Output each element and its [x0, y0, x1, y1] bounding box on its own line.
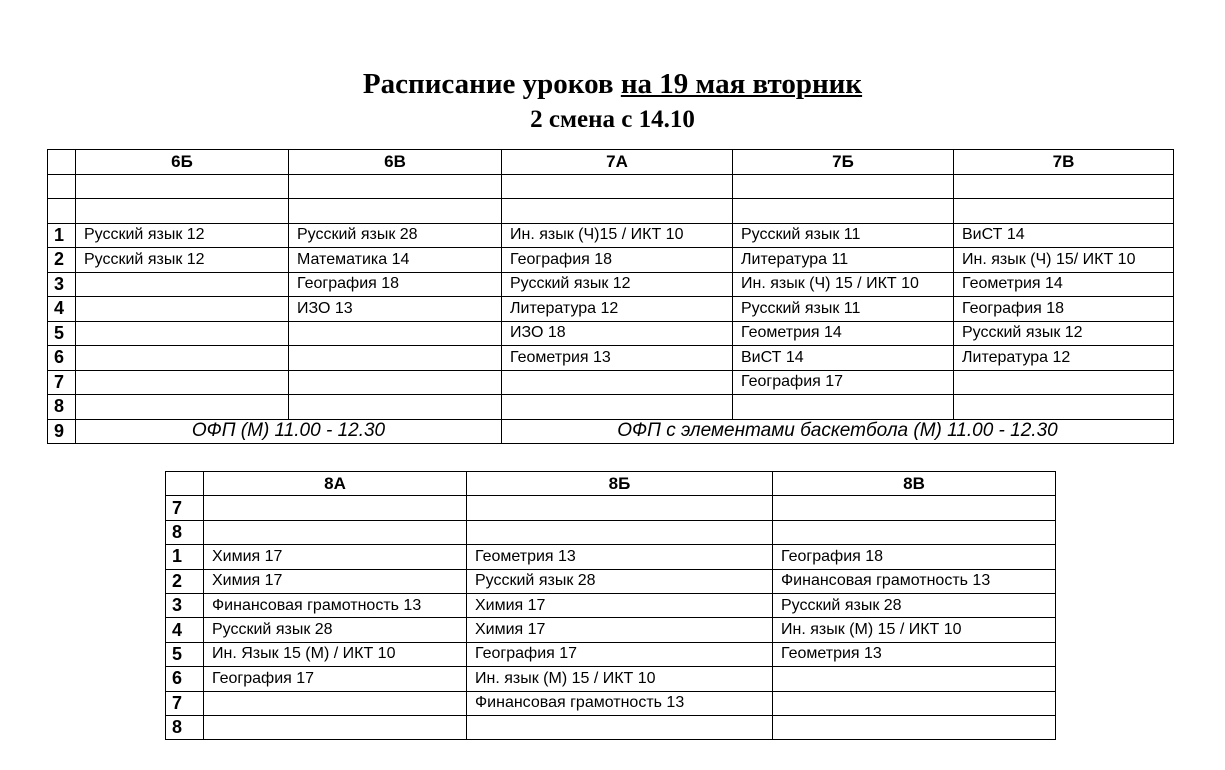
lesson-cell — [773, 520, 1056, 544]
lesson-cell: Геометрия 14 — [733, 321, 954, 346]
lesson-cell: Финансовая грамотность 13 — [773, 569, 1056, 593]
lesson-row — [166, 618, 1056, 642]
lesson-cell: ИЗО 13 — [289, 297, 502, 322]
page-title — [0, 66, 1225, 102]
lesson-number: 8 — [48, 395, 76, 420]
lesson-cell: Геометрия 13 — [773, 642, 1056, 666]
lesson-cell — [733, 199, 954, 224]
lesson-row — [48, 370, 1174, 395]
lesson-cell: География 18 — [502, 248, 733, 273]
lesson-row — [166, 667, 1056, 691]
lesson-number: 3 — [48, 272, 76, 297]
lesson-cell — [773, 715, 1056, 739]
lesson-row — [166, 691, 1056, 715]
lesson-number: 6 — [166, 667, 204, 691]
page-subtitle: 2 смена с 14.10 — [530, 106, 695, 133]
class-header: 6В — [289, 150, 502, 175]
lesson-number: 1 — [166, 545, 204, 569]
lesson-cell: Русский язык 28 — [204, 618, 467, 642]
lesson-cell: Русский язык 12 — [502, 272, 733, 297]
title-date: на 19 мая вторник — [620, 68, 863, 100]
lesson-number: 7 — [166, 496, 204, 520]
lesson-number: 2 — [166, 569, 204, 593]
lesson-row — [166, 496, 1056, 520]
lesson-cell: Русский язык 28 — [773, 593, 1056, 617]
lesson-cell — [733, 395, 954, 420]
lesson-cell — [204, 496, 467, 520]
lesson-cell — [289, 370, 502, 395]
lesson-cell: Геометрия 14 — [954, 272, 1174, 297]
lesson-row — [48, 395, 1174, 420]
lesson-cell — [76, 370, 289, 395]
lesson-cell — [204, 520, 467, 544]
lesson-cell — [76, 346, 289, 371]
lesson-row — [48, 272, 1174, 297]
lesson-row — [48, 223, 1174, 248]
lesson-cell — [76, 395, 289, 420]
lesson-cell — [204, 691, 467, 715]
lesson-cell: Химия 17 — [467, 593, 773, 617]
lesson-cell — [289, 395, 502, 420]
lesson-row — [166, 569, 1056, 593]
title-text: Расписание уроков — [362, 68, 621, 100]
class-header: 7Б — [733, 150, 954, 175]
lesson-cell — [773, 691, 1056, 715]
lesson-row — [48, 248, 1174, 273]
lesson-cell: Литература 11 — [733, 248, 954, 273]
lesson-number: 7 — [166, 691, 204, 715]
lesson-cell: Химия 17 — [204, 569, 467, 593]
lesson-cell — [954, 174, 1174, 199]
lesson-cell: Ин. язык (Ч) 15 / ИКТ 10 — [733, 272, 954, 297]
lesson-number: 5 — [166, 642, 204, 666]
lesson-cell: Ин. язык (Ч) 15/ ИКТ 10 — [954, 248, 1174, 273]
lesson-cell: Ин. язык (Ч)15 / ИКТ 10 — [502, 223, 733, 248]
lesson-cell — [502, 199, 733, 224]
lesson-cell: География 17 — [467, 642, 773, 666]
lesson-cell — [289, 199, 502, 224]
lesson-cell: ВиСТ 14 — [733, 346, 954, 371]
ofp-cell-left: ОФП (М) 11.00 - 12.30 — [76, 419, 502, 444]
lesson-cell: ИЗО 18 — [502, 321, 733, 346]
lesson-cell: Финансовая грамотность 13 — [467, 691, 773, 715]
lesson-cell: География 18 — [773, 545, 1056, 569]
lesson-cell: Русский язык 12 — [76, 223, 289, 248]
lesson-row — [48, 297, 1174, 322]
lesson-cell: Русский язык 12 — [76, 248, 289, 273]
lesson-number: 4 — [166, 618, 204, 642]
lesson-number: 7 — [48, 370, 76, 395]
lesson-cell — [954, 199, 1174, 224]
lesson-cell — [289, 321, 502, 346]
lesson-cell — [502, 174, 733, 199]
lesson-cell: Русский язык 12 — [954, 321, 1174, 346]
lesson-cell — [76, 297, 289, 322]
lesson-cell: Химия 17 — [204, 545, 467, 569]
lesson-cell: Ин. Язык 15 (М) / ИКТ 10 — [204, 642, 467, 666]
lesson-cell: Геометрия 13 — [502, 346, 733, 371]
lesson-row — [166, 545, 1056, 569]
lesson-row — [166, 520, 1056, 544]
lesson-row — [48, 199, 1174, 224]
schedule-table-grade-6-7 — [47, 149, 1174, 444]
lesson-cell — [502, 395, 733, 420]
lesson-cell: Финансовая грамотность 13 — [204, 593, 467, 617]
lesson-number: 6 — [48, 346, 76, 371]
lesson-cell: Литература 12 — [954, 346, 1174, 371]
lesson-cell: Геометрия 13 — [467, 545, 773, 569]
lesson-cell: География 18 — [289, 272, 502, 297]
lesson-row — [166, 715, 1056, 739]
lesson-cell: Ин. язык (М) 15 / ИКТ 10 — [467, 667, 773, 691]
lesson-cell: Литература 12 — [502, 297, 733, 322]
lesson-row — [48, 346, 1174, 371]
lesson-number: 1 — [48, 223, 76, 248]
lesson-cell: Ин. язык (М) 15 / ИКТ 10 — [773, 618, 1056, 642]
lesson-cell: География 18 — [954, 297, 1174, 322]
ofp-cell-right: ОФП с элементами баскетбола (М) 11.00 - 12.30 — [502, 419, 1174, 444]
lesson-cell — [204, 715, 467, 739]
class-header: 6Б — [76, 150, 289, 175]
lesson-number: 5 — [48, 321, 76, 346]
lesson-cell — [467, 520, 773, 544]
lesson-cell — [76, 199, 289, 224]
lesson-row — [166, 593, 1056, 617]
lesson-cell: Химия 17 — [467, 618, 773, 642]
ofp-row — [48, 419, 1174, 444]
lesson-cell: Русский язык 28 — [289, 223, 502, 248]
lesson-cell — [289, 174, 502, 199]
class-header: 8В — [773, 472, 1056, 496]
lesson-cell — [773, 667, 1056, 691]
header-row — [48, 150, 1174, 175]
lesson-number: 4 — [48, 297, 76, 322]
header-row — [166, 472, 1056, 496]
lesson-row — [48, 174, 1174, 199]
lesson-row — [166, 642, 1056, 666]
lesson-cell — [467, 715, 773, 739]
lesson-cell — [76, 174, 289, 199]
lesson-row — [48, 321, 1174, 346]
lesson-cell — [954, 395, 1174, 420]
lesson-number: 8 — [166, 715, 204, 739]
lesson-cell: ВиСТ 14 — [954, 223, 1174, 248]
lesson-number: 2 — [48, 248, 76, 273]
lesson-cell — [733, 174, 954, 199]
lesson-cell: География 17 — [733, 370, 954, 395]
lesson-cell — [76, 321, 289, 346]
class-header: 8Б — [467, 472, 773, 496]
class-header: 7В — [954, 150, 1174, 175]
corner-cell — [166, 472, 204, 496]
lesson-cell: Русский язык 28 — [467, 569, 773, 593]
lesson-cell — [502, 370, 733, 395]
lesson-number: 3 — [166, 593, 204, 617]
lesson-cell — [954, 370, 1174, 395]
lesson-cell: Русский язык 11 — [733, 223, 954, 248]
lesson-number — [48, 174, 76, 199]
lesson-cell: География 17 — [204, 667, 467, 691]
class-header: 8А — [204, 472, 467, 496]
lesson-number: 8 — [166, 520, 204, 544]
lesson-cell — [467, 496, 773, 520]
schedule-table-grade-8 — [165, 471, 1056, 740]
lesson-number: 9 — [48, 419, 76, 444]
lesson-cell: Русский язык 11 — [733, 297, 954, 322]
lesson-cell: Математика 14 — [289, 248, 502, 273]
lesson-cell — [773, 496, 1056, 520]
lesson-number — [48, 199, 76, 224]
lesson-cell — [76, 272, 289, 297]
class-header: 7А — [502, 150, 733, 175]
lesson-cell — [289, 346, 502, 371]
corner-cell — [48, 150, 76, 175]
